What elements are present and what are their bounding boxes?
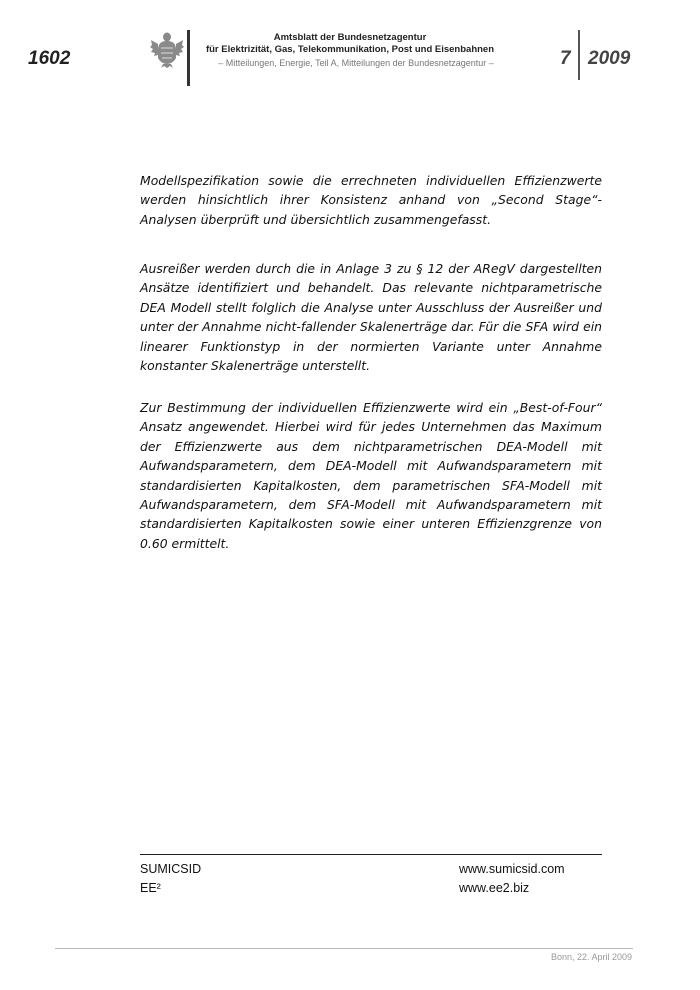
page-bottom-divider bbox=[55, 948, 633, 949]
footer-link-sumicsid: www.sumicsid.com bbox=[459, 862, 565, 876]
footer-websites bbox=[459, 860, 565, 898]
body-paragraph: Modellspezifikation sowie die errechneten individuellen Effizienzwerte werden hinsichtlich ihrer Konsistenz anhand von „Second Stage“-Analysen überprüft und übersichtlich zusammengefasst. bbox=[140, 173, 602, 227]
header-divider bbox=[187, 30, 190, 86]
journal-subtitle: – Mitteilungen, Energie, Teil A, Mitteilungen der Bundesnetzagentur – bbox=[218, 58, 494, 68]
journal-title-line1: Amtsblatt der Bundesnetzagentur bbox=[273, 32, 427, 43]
issue-year: 2009 bbox=[588, 48, 631, 69]
footer-link-ee2: www.ee2.biz bbox=[459, 881, 530, 895]
footer-organizations bbox=[140, 860, 201, 898]
issue-divider bbox=[578, 30, 580, 80]
journal-title bbox=[200, 32, 500, 56]
footer-org-sumicsid: SUMICSID bbox=[140, 862, 202, 876]
body-paragraph: Ausreißer werden durch die in Anlage 3 zu § 12 der ARegV dargestellten Ansätze identifiziert und behandelt. Das relevante nichtparametrische DEA Modell stellt folglich die Analyse unter Ausschluss der Ausreißer und unter der Annahme nicht-fallender Skalenerträge dar. Für die SFA wird ein linearer Funktionstyp in der normierten Variante unter Annahme konstanter Skalenerträge unterstellt. bbox=[140, 261, 602, 374]
page-number: 1602 bbox=[28, 48, 71, 69]
issue-number: 7 bbox=[560, 48, 571, 69]
body-paragraph: Zur Bestimmung der individuellen Effizienzwerte wird ein „Best-of-Four“ Ansatz angewendet. Hierbei wird für jedes Unternehmen das Maximum der Effizienzwerte aus dem nichtparametrischen DEA-Modell mit Aufwandsparametern, dem DEA-Modell mit Aufwandsparametern mit standardisierten Kapitalkosten, dem parametrischen SFA-Modell mit Aufwandsparametern, dem SFA-Modell mit Aufwandsparametern mit standardisierten Kapitalkosten sowie einer unteren Effizienzgrenze von 0.60 ermittelt. bbox=[140, 400, 602, 551]
journal-title-line2: für Elektrizität, Gas, Telekommunikation, Post und Eisenbahnen bbox=[205, 44, 495, 55]
federal-eagle-icon bbox=[150, 30, 184, 68]
footer-org-ee2: EE² bbox=[140, 881, 161, 895]
publication-date: Bonn, 22. April 2009 bbox=[550, 952, 632, 962]
footer-divider bbox=[140, 854, 602, 855]
